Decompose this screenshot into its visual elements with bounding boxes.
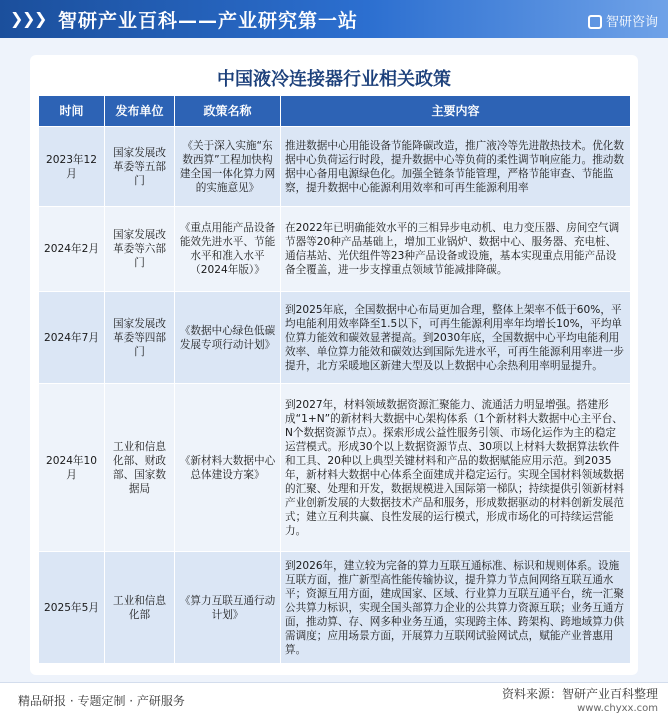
table-title: 中国液冷连接器行业相关政策	[217, 69, 451, 90]
top-banner	[0, 0, 668, 38]
site-title: 智研产业百科——产业研究第一站	[58, 10, 359, 32]
footer-services: 精品研报 · 专题定制 · 产研服务	[18, 694, 185, 708]
column-header-unit: 发布单位	[105, 96, 175, 127]
brand-logo[interactable]	[588, 11, 658, 30]
cell-content: 在2022年已明确能效水平的三相异步电动机、电力变压器、房间空气调节器等20种产品基础上，增加工业锅炉、数据中心、服务器、充电桩、通信基站、光伏组件等23种产品设备或设施，基本实现重点用能产品设备全覆盖，进一步支撑重点领域节能减排降碳。	[281, 207, 631, 292]
cell-policy-name: 《算力互联互通行动计划》	[175, 552, 281, 664]
table-row	[39, 292, 631, 384]
footer-bar	[0, 682, 668, 717]
table-row	[39, 384, 631, 552]
policy-table	[38, 95, 631, 664]
cell-content: 到2026年，建立较为完备的算力互联互通标准、标识和规则体系。设施互联方面，推广新型高性能传输协议，提升算力节点间网络互联互通水平；资源互用方面，建成国家、区域、行业算力互联互通平台，统一汇聚公共算力标识，实现全国头部算力企业的公共算力资源互联；业务互通方面，推动算、存、网多种业务互通，实现跨主体、跨架构、跨地域算力供需调度；应用场景方面，开展算力互联网试验网试点，赋能产业普惠用算。	[281, 552, 631, 664]
cell-time: 2024年2月	[39, 207, 105, 292]
footer-source	[502, 685, 658, 714]
brand-icon	[588, 15, 602, 29]
column-header-policy-name: 政策名称	[175, 96, 281, 127]
cell-unit: 工业和信息化部、财政部、国家数据局	[105, 384, 175, 552]
chevron-right-icon: ❯	[22, 9, 36, 28]
chevron-right-icon: ❯	[10, 9, 24, 28]
chevron-right-icon: ❯	[34, 9, 48, 28]
column-header-content: 主要内容	[281, 96, 631, 127]
table-row	[39, 552, 631, 664]
cell-policy-name: 《重点用能产品设备能效先进水平、节能水平和准入水平（2024年版）》	[175, 207, 281, 292]
table-row	[39, 127, 631, 207]
cell-time: 2024年10月	[39, 384, 105, 552]
cell-policy-name: 《关于深入实施“东数西算”工程加快构建全国一体化算力网的实施意见》	[175, 127, 281, 207]
cell-policy-name: 《新材料大数据中心总体建设方案》	[175, 384, 281, 552]
source-note: 资料来源：智研产业百科整理	[501, 687, 658, 701]
cell-time: 2025年5月	[39, 552, 105, 664]
cell-time: 2024年7月	[39, 292, 105, 384]
cell-content: 到2025年底，全国数据中心布局更加合理，整体上架率不低于60%，平均电能利用效率降至1.5以下，可再生能源利用率年均增长10%，平均单位算力能效和碳效显著提高。到2030年底，全国数据中心平均电能利用效率、单位算力能效和碳效达到国际先进水平，可再生能源利用率进一步提升，北方采暖地区新建大型及以上数据中心余热利用率明显提升。	[281, 292, 631, 384]
policy-card	[30, 55, 638, 675]
cell-unit: 国家发展改革委等四部门	[105, 292, 175, 384]
cell-unit: 国家发展改革委等五部门	[105, 127, 175, 207]
cell-unit: 国家发展改革委等六部门	[105, 207, 175, 292]
table-header-row	[39, 96, 631, 127]
table-row	[39, 207, 631, 292]
cell-policy-name: 《数据中心绿色低碳发展专项行动计划》	[175, 292, 281, 384]
brand-name: 智研咨询	[605, 15, 658, 30]
cell-content: 到2027年，材料领域数据资源汇聚能力、流通活力明显增强。搭建形成“1+N”的新材料大数据中心架构体系（1个新材料大数据中心主平台、N个数据资源节点）。探索形成公益性服务引领、市场化运作为主的稳定运营模式。形成30个以上数据资源节点、30项以上材料大数据算法软件和工具、20种以上典型关键材料和产品的数据赋能应用示范。到2035年，新材料大数据中心体系全面建成并稳定运行。实现全国材料领域数据的汇聚、处理和开发，数据规模进入国际第一梯队；持续提供引领新材料产业创新发展的大数据技术产品和服务，形成数据驱动的材料创新发展范式；建立互利共赢、良性发展的运行模式，形成市场化的可持续运营能力。	[281, 384, 631, 552]
site-url[interactable]: www.chyxx.com	[577, 703, 658, 714]
cell-unit: 工业和信息化部	[105, 552, 175, 664]
cell-time: 2023年12月	[39, 127, 105, 207]
cell-content: 推进数据中心用能设备节能降碳改造，推广液冷等先进散热技术。优化数据中心负荷运行时段，提升数据中心等负荷的柔性调节响应能力。推动数据中心备用电源绿色化。加强全链条节能管理，严格节能审查、节能监察，提升数据中心能源利用效率和可再生能源利用率	[281, 127, 631, 207]
column-header-time: 时间	[39, 96, 105, 127]
